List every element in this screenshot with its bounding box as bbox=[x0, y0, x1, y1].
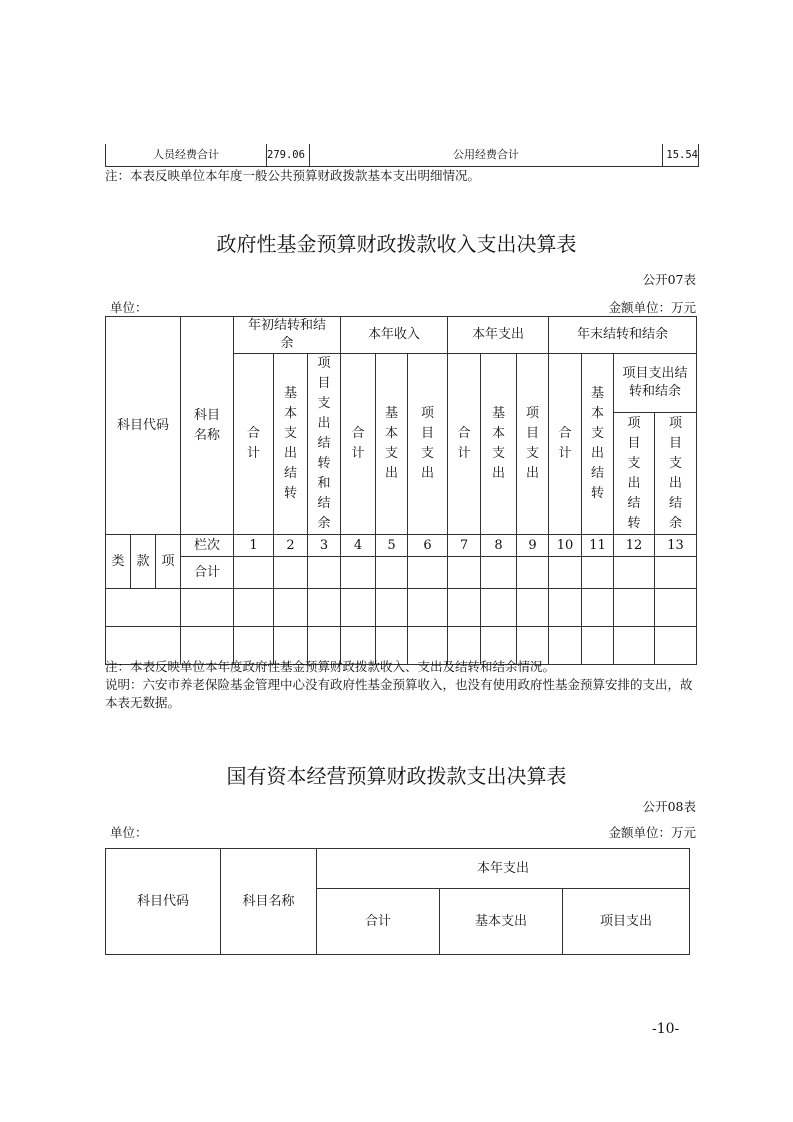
t08-header-subject-name: 科目名称 bbox=[221, 849, 317, 955]
column-number: 9 bbox=[517, 535, 549, 557]
table08-code: 公开08表 bbox=[642, 799, 696, 814]
column-number: 12 bbox=[614, 535, 655, 557]
header-expense: 本年支出 bbox=[448, 317, 549, 354]
table08-unit-label: 单位： bbox=[110, 825, 148, 840]
page-number: -10- bbox=[652, 1021, 680, 1037]
t08-header-expense: 本年支出 bbox=[317, 849, 690, 889]
header-income: 本年收入 bbox=[341, 317, 448, 354]
column-number: 13 bbox=[655, 535, 697, 557]
total-row bbox=[106, 557, 697, 589]
header-income-total: 合计 bbox=[341, 354, 376, 535]
header-closing: 年末结转和结余 bbox=[549, 317, 697, 354]
personnel-value: 279.06 bbox=[267, 149, 305, 161]
public-label: 公用经费合计 bbox=[453, 148, 519, 161]
header-expense-project: 项目支出 bbox=[517, 354, 549, 535]
column-number: 8 bbox=[481, 535, 517, 557]
column-number: 11 bbox=[582, 535, 614, 557]
header-closing-total: 合计 bbox=[549, 354, 582, 535]
table07-unit-label: 单位： bbox=[110, 300, 148, 315]
t08-header-total: 合计 bbox=[317, 889, 440, 955]
header-xiang: 项 bbox=[156, 535, 181, 589]
header-opening-basic-carry: 基本支出结转 bbox=[274, 354, 308, 535]
table07-explanation: 说明：六安市养老保险基金管理中心没有政府性基金预算收入，也没有使用政府性基金预算安排的支出，故本表无数据。 bbox=[105, 677, 693, 710]
t08-header-subject-code: 科目代码 bbox=[106, 849, 221, 955]
column-number: 5 bbox=[376, 535, 408, 557]
table-row bbox=[106, 589, 697, 627]
column-number: 1 bbox=[234, 535, 274, 557]
header-kuan: 款 bbox=[131, 535, 156, 589]
column-number: 3 bbox=[308, 535, 341, 557]
header-income-basic: 基本支出 bbox=[376, 354, 408, 535]
column-number: 4 bbox=[341, 535, 376, 557]
table08-title: 国有资本经营预算财政拨款支出决算表 bbox=[226, 764, 567, 788]
table07 bbox=[105, 316, 697, 665]
table07-title: 政府性基金预算财政拨款收入支出决算表 bbox=[216, 232, 577, 256]
personnel-public-summary-row bbox=[105, 144, 699, 167]
header-closing-basic-carry: 基本支出结转 bbox=[582, 354, 614, 535]
header-opening-project-carry-balance: 项目支出结转和结余 bbox=[308, 354, 341, 535]
t08-header-basic: 基本支出 bbox=[440, 889, 563, 955]
column-number: 10 bbox=[549, 535, 582, 557]
column-number-row bbox=[106, 535, 697, 557]
header-opening-total: 合计 bbox=[234, 354, 274, 535]
t08-header-project: 项目支出 bbox=[563, 889, 690, 955]
table07-amount-unit: 金额单位：万元 bbox=[608, 300, 696, 315]
table07-note: 注：本表反映单位本年度政府性基金预算财政拨款收入、支出及结转和结余情况。 bbox=[105, 659, 556, 674]
header-closing-project-balance: 项目支出结余 bbox=[655, 413, 697, 535]
table08-amount-unit: 金额单位：万元 bbox=[608, 825, 696, 840]
header-lei: 类 bbox=[106, 535, 131, 589]
public-value: 15.54 bbox=[666, 149, 698, 161]
column-number: 2 bbox=[274, 535, 308, 557]
column-number-label: 栏次 bbox=[181, 535, 234, 557]
table07-code: 公开07表 bbox=[642, 272, 696, 287]
column-number: 6 bbox=[408, 535, 448, 557]
top-note: 注：本表反映单位本年度一般公共预算财政拨款基本支出明细情况。 bbox=[105, 168, 481, 183]
header-income-project: 项目支出 bbox=[408, 354, 448, 535]
total-label: 合计 bbox=[181, 557, 234, 589]
table08 bbox=[105, 848, 690, 955]
personnel-label: 人员经费合计 bbox=[153, 148, 219, 161]
header-subject-name: 科目名称 bbox=[181, 317, 234, 535]
header-closing-project-carry-balance: 项目支出结转和结余 bbox=[614, 354, 697, 413]
header-expense-basic: 基本支出 bbox=[481, 354, 517, 535]
header-expense-total: 合计 bbox=[448, 354, 481, 535]
header-closing-project-carry: 项目支出结转 bbox=[614, 413, 655, 535]
header-subject-code: 科目代码 bbox=[106, 317, 181, 535]
header-opening: 年初结转和结余 bbox=[234, 317, 341, 354]
column-number: 7 bbox=[448, 535, 481, 557]
